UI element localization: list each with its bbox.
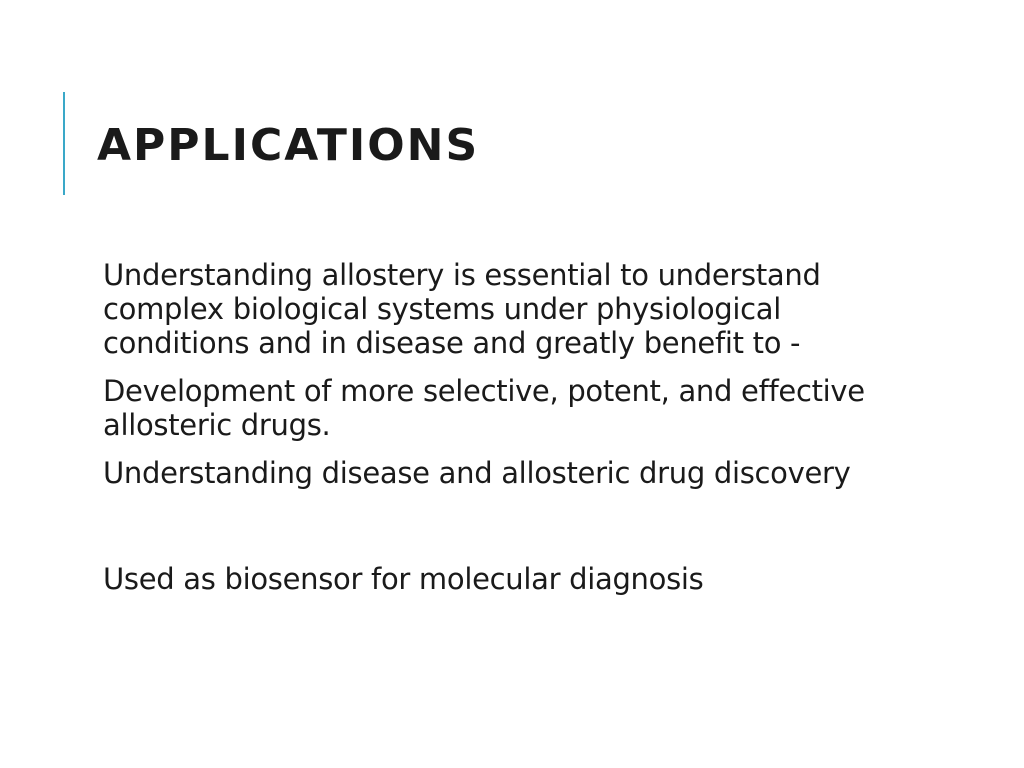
body-paragraph-1: Understanding allostery is essential to understand complex biological systems under physiological conditions and in disease and greatly benefit to -	[103, 258, 821, 360]
body-paragraph-4: Used as biosensor for molecular diagnosis	[103, 562, 704, 596]
slide-body	[103, 258, 893, 596]
body-paragraph-2: Development of more selective, potent, and effective allosteric drugs.	[103, 374, 865, 442]
body-paragraph-3: Understanding disease and allosteric drug discovery	[103, 456, 851, 490]
slide-title: APPLICATIONS	[97, 120, 480, 171]
title-accent-bar	[63, 92, 65, 195]
